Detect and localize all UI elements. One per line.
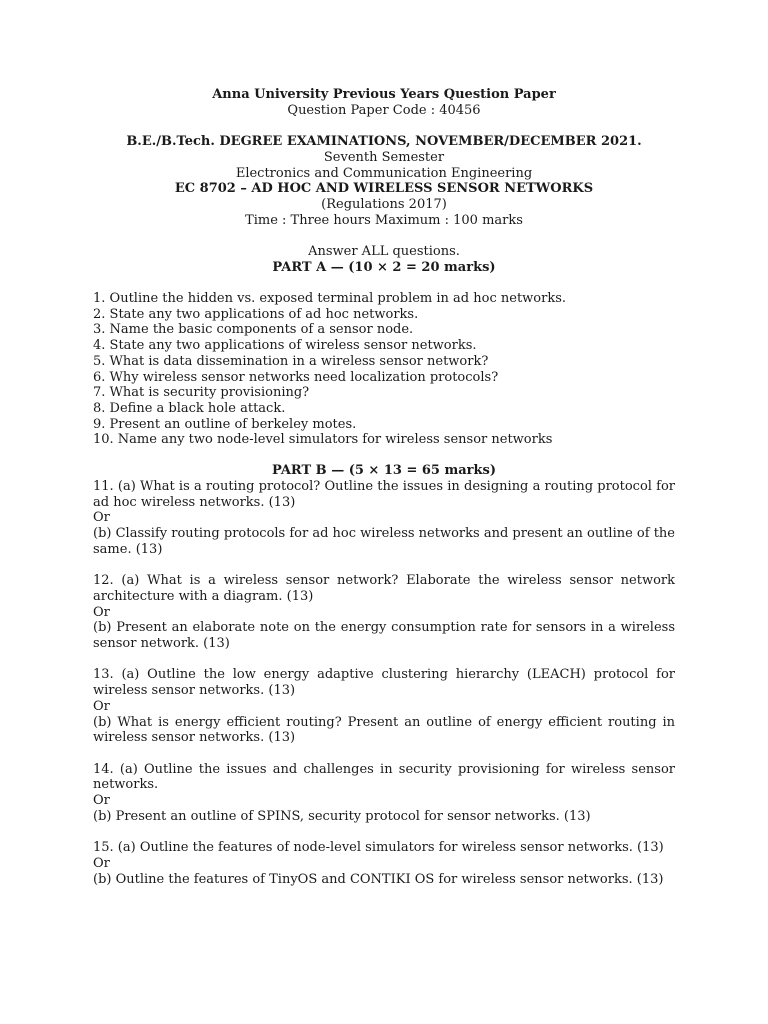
part-a-question: 10. Name any two node-level simulators for wireless sensor networks	[93, 432, 553, 448]
part-a-question: 4. State any two applications of wireless sensor networks.	[93, 338, 477, 354]
part-b-question-a: 14. (a) Outline the issues and challenges in security provisioning for wireless sensor networks.	[93, 761, 675, 793]
regulations: (Regulations 2017)	[321, 196, 447, 212]
part-a-question: 5. What is data dissemination in a wireless sensor network?	[93, 353, 489, 369]
instruction: Answer ALL questions.	[308, 244, 460, 259]
part-b-question-b: (b) Present an elaborate note on the energy consumption rate for sensors in a wireless sensor network. (13)	[93, 620, 675, 652]
part-a-question: 1. Outline the hidden vs. exposed terminal problem in ad hoc networks.	[93, 291, 567, 306]
part-b-question-b: (b) Classify routing protocols for ad hoc wireless networks and present an outline of the same. (13)	[93, 526, 675, 557]
part-a-question: 3. Name the basic components of a sensor node.	[93, 322, 414, 338]
part-b-question-a: 15. (a) Outline the features of node-level simulators for wireless sensor networks. (13)	[93, 840, 664, 856]
part-b-question-a: 13. (a) Outline the low energy adaptive clustering hierarchy (LEACH) protocol for wireless sensor networks. (13)	[93, 667, 675, 699]
or-label: Or	[93, 793, 110, 809]
part-b-question-b: (b) What is energy efficient routing? Present an outline of energy efficient routing in wireless sensor networks. (13)	[93, 714, 675, 746]
part-b-question-a: 12. (a) What is a wireless sensor network? Elaborate the wireless sensor network architecture with a diagram. (13)	[93, 573, 675, 604]
part-a-question: 2. State any two applications of ad hoc networks.	[93, 306, 419, 322]
part-a-question: 8. Define a black hole attack.	[93, 400, 286, 416]
part-a-questions	[93, 291, 675, 448]
question-paper-code: Question Paper Code : 40456	[287, 102, 481, 118]
part-a-title: PART A — (10 × 2 = 20 marks)	[272, 259, 496, 275]
time-and-marks: Time : Three hours Maximum : 100 marks	[245, 212, 523, 228]
part-b-question-b: (b) Present an outline of SPINS, security protocol for sensor networks. (13)	[93, 808, 591, 824]
part-b-question-a: 11. (a) What is a routing protocol? Outline the issues in designing a routing protocol for ad hoc wireless networks. (13)	[93, 479, 675, 510]
paper-title: Anna University Previous Years Question Paper	[212, 87, 556, 102]
part-a-question: 9. Present an outline of berkeley motes.	[93, 416, 357, 432]
part-a-question: 7. What is security provisioning?	[93, 385, 310, 401]
or-label: Or	[93, 698, 110, 714]
or-label: Or	[93, 855, 110, 871]
part-b-questions	[93, 479, 675, 887]
exam-name: B.E./B.Tech. DEGREE EXAMINATIONS, NOVEMBER/DECEMBER 2021.	[126, 134, 642, 150]
or-label: Or	[93, 510, 110, 526]
paper-header	[0, 87, 768, 275]
department: Electronics and Communication Engineering	[235, 165, 533, 181]
semester: Seventh Semester	[323, 149, 445, 165]
part-b-title: PART B — (5 × 13 = 65 marks)	[271, 463, 497, 478]
part-b-question-b: (b) Outline the features of TinyOS and CONTIKI OS for wireless sensor networks. (13)	[93, 871, 664, 887]
or-label: Or	[93, 604, 110, 620]
part-a-question: 6. Why wireless sensor networks need localization protocols?	[93, 369, 499, 385]
subject-title: EC 8702 – AD HOC AND WIRELESS SENSOR NETWORKS	[174, 181, 594, 197]
